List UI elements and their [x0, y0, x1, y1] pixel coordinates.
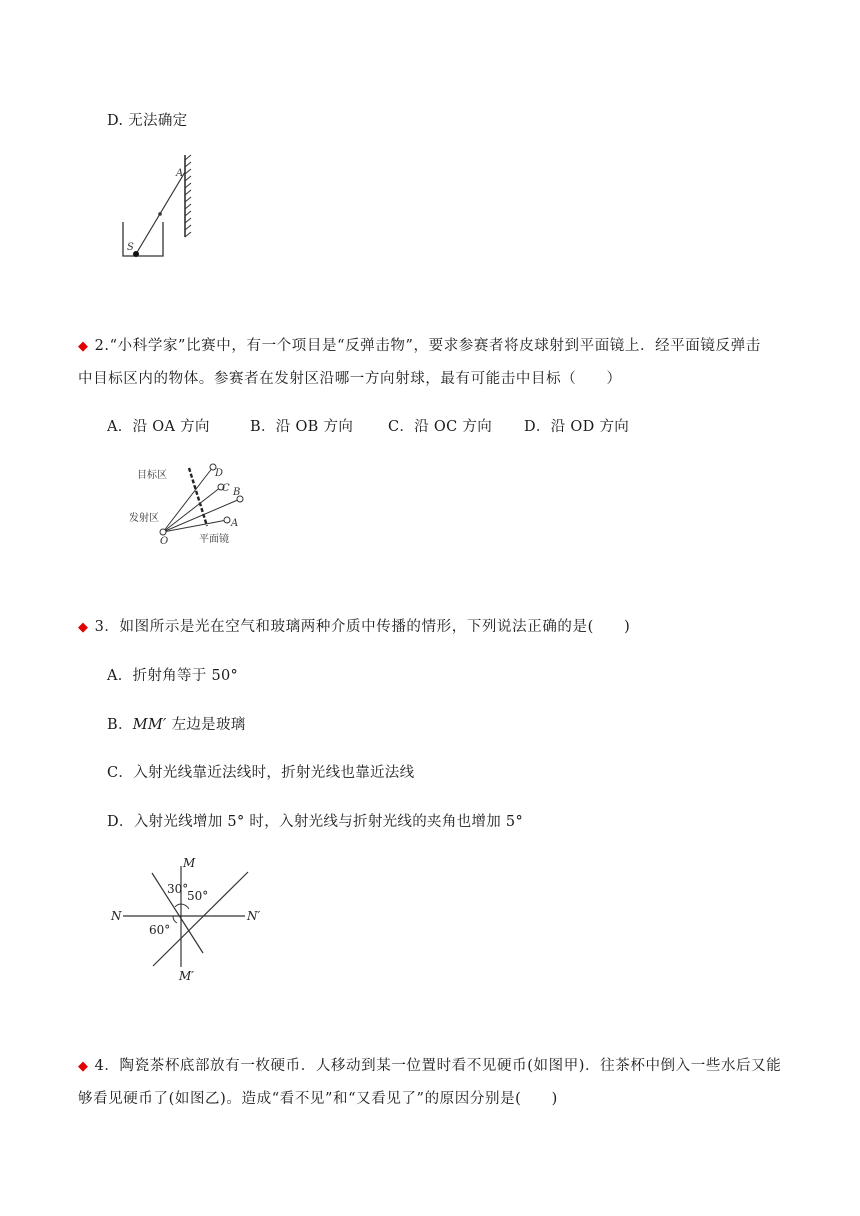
- q2-label-a: A: [231, 518, 239, 529]
- q2-label-o: O: [160, 536, 169, 547]
- q3-option-d: D．入射光线增加 5° 时，入射光线与折射光线的夹角也增加 5°: [107, 814, 524, 830]
- q1-source-point: [133, 251, 139, 257]
- q3-arc-50: [181, 904, 189, 909]
- q3-stem-text: 3．如图所示是光在空气和玻璃两种介质中传播的情形，下列说法正确的是( ): [94, 619, 631, 635]
- q3-angle-50: 50°: [187, 889, 209, 903]
- q4-bullet-icon: ◆: [78, 1059, 89, 1074]
- q3-label-n-prime: N′: [247, 909, 261, 923]
- q1-option-d: D. 无法确定: [107, 113, 188, 129]
- q2-ray-oa: [163, 520, 227, 532]
- q3-arc-30: [175, 904, 181, 907]
- q2-stem-line1: 2.“小科学家”比赛中，有一个项目是“反弹击物”，要求参赛者将皮球射到平面镜上．经平面镜反弹击: [94, 338, 761, 354]
- q2-option-a: A．沿 OA 方向: [107, 419, 210, 435]
- q1-figure: [110, 150, 200, 265]
- q2-target-zone-label: 目标区: [137, 470, 167, 481]
- q3-angle-60: 60°: [149, 923, 171, 937]
- q2-point-o: [160, 529, 166, 535]
- q2-label-d: D: [215, 468, 224, 479]
- q2-label-c: C: [222, 483, 230, 494]
- q1-label-s: S: [127, 242, 134, 253]
- q1-label-a: A: [176, 168, 184, 179]
- q3-label-m-prime: M′: [179, 969, 195, 983]
- q3-option-c: C．入射光线靠近法线时，折射光线也靠近法线: [107, 765, 415, 781]
- q3-option-a: A．折射角等于 50°: [107, 668, 239, 684]
- q2-launch-zone-label: 发射区: [129, 513, 159, 524]
- q4-stem: [78, 1050, 798, 1116]
- q3-arc-60: [173, 916, 177, 923]
- q2-option-b: B．沿 OB 方向: [250, 419, 354, 435]
- q2-option-d: D．沿 OD 方向: [524, 419, 630, 435]
- q3-label-m: M: [183, 856, 196, 870]
- q2-stem-line2: 中目标区内的物体。参赛者在发射区沿哪一方向射球，最有可能击中目标（ ）: [78, 371, 622, 387]
- q3-option-b-symbol: MM′: [132, 717, 167, 733]
- q4-stem-line2: 够看见硬币了(如图乙)。造成“看不见”和“又看见了”的原因分别是( ): [78, 1091, 558, 1107]
- q2-ray-ob: [163, 499, 240, 532]
- q2-label-b: B: [233, 487, 241, 498]
- q2-bullet-icon: ◆: [78, 339, 89, 354]
- q3-figure: [105, 852, 270, 987]
- q2-mirror-label: 平面镜: [199, 534, 229, 545]
- q2-point-a: [224, 517, 230, 523]
- q3-stem: [78, 611, 630, 644]
- q3-label-n: N: [111, 909, 122, 923]
- q1-mirror-hatching: [185, 155, 191, 237]
- q2-figure: [125, 458, 265, 548]
- q2-option-c: C．沿 OC 方向: [388, 419, 492, 435]
- q4-stem-line1: 4．陶瓷茶杯底部放有一枚硬币．人移动到某一位置时看不见硬币(如图甲)．往茶杯中倒入一些水后又能: [94, 1058, 782, 1074]
- q3-bullet-icon: ◆: [78, 620, 89, 635]
- q2-stem: [78, 330, 798, 396]
- q1-ray-arrow: [158, 212, 162, 216]
- q3-option-b: B．MM′ 左边是玻璃: [107, 717, 246, 733]
- q3-angle-30: 30°: [167, 882, 189, 896]
